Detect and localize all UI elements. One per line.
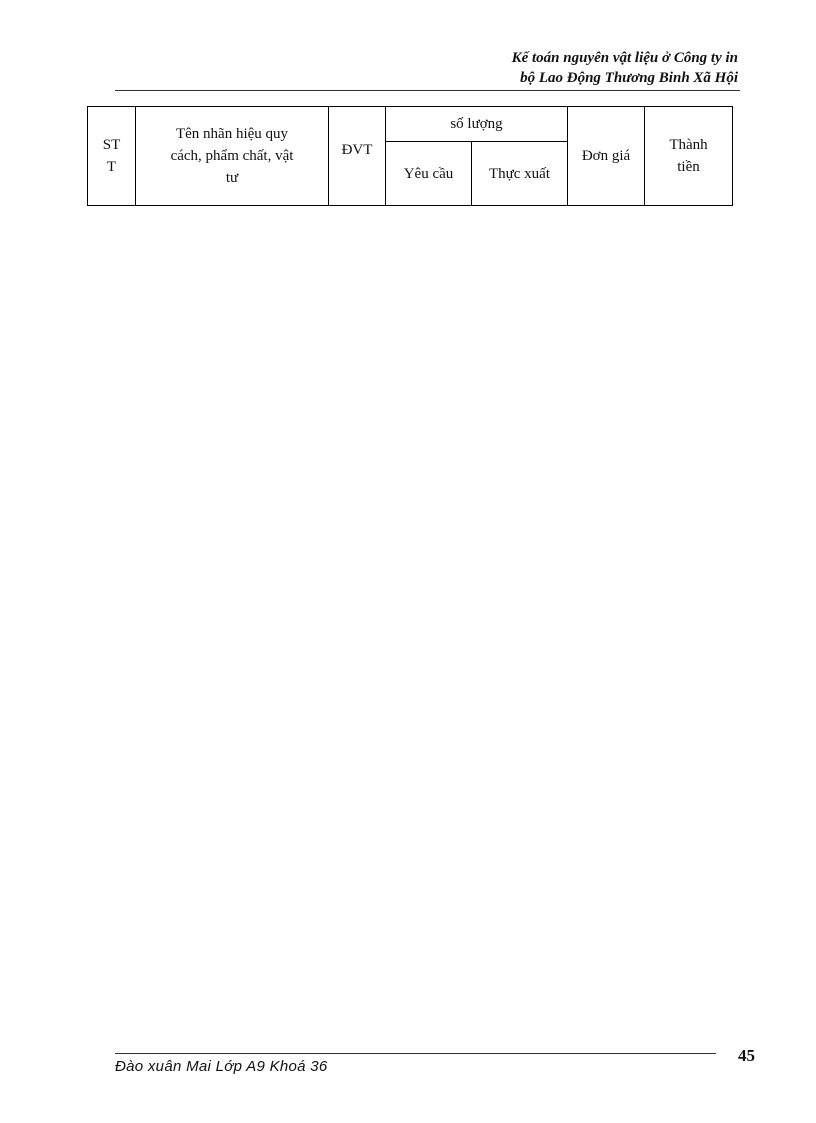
stt-line-2: T (106, 159, 117, 175)
header-cell-total (645, 107, 733, 206)
name-line-2: cách, phẩm chất, vật (170, 148, 294, 164)
header-cell-actual: Thực xuất (472, 142, 568, 206)
running-header (512, 48, 738, 88)
name-line-3: tư (225, 170, 239, 186)
header-cell-quantity: số lượng (386, 107, 568, 142)
header-cell-name (136, 107, 329, 206)
footer-divider (115, 1053, 716, 1054)
header-line-1: Kế toán nguyên vật liệu ở Công ty in (511, 50, 738, 66)
total-line-1: Thành (669, 137, 708, 153)
stt-line-1: ST (102, 137, 121, 153)
footer-author: Đào xuân Mai Lớp A9 Khoá 36 (115, 1058, 328, 1075)
header-cell-unit: ĐVT (329, 107, 386, 206)
materials-issue-table (87, 106, 733, 206)
header-cell-requested: Yêu cầu (386, 142, 472, 206)
header-line-2: bộ Lao Động Thương Binh Xã Hội (520, 70, 738, 86)
table-header-row-1 (88, 107, 733, 142)
total-line-2: tiền (677, 159, 700, 175)
page-number: 45 (738, 1046, 755, 1065)
header-cell-stt (88, 107, 136, 206)
header-divider (115, 90, 740, 91)
header-cell-unit-price: Đơn giá (568, 107, 645, 206)
name-line-1: Tên nhãn hiệu quy (175, 126, 289, 142)
